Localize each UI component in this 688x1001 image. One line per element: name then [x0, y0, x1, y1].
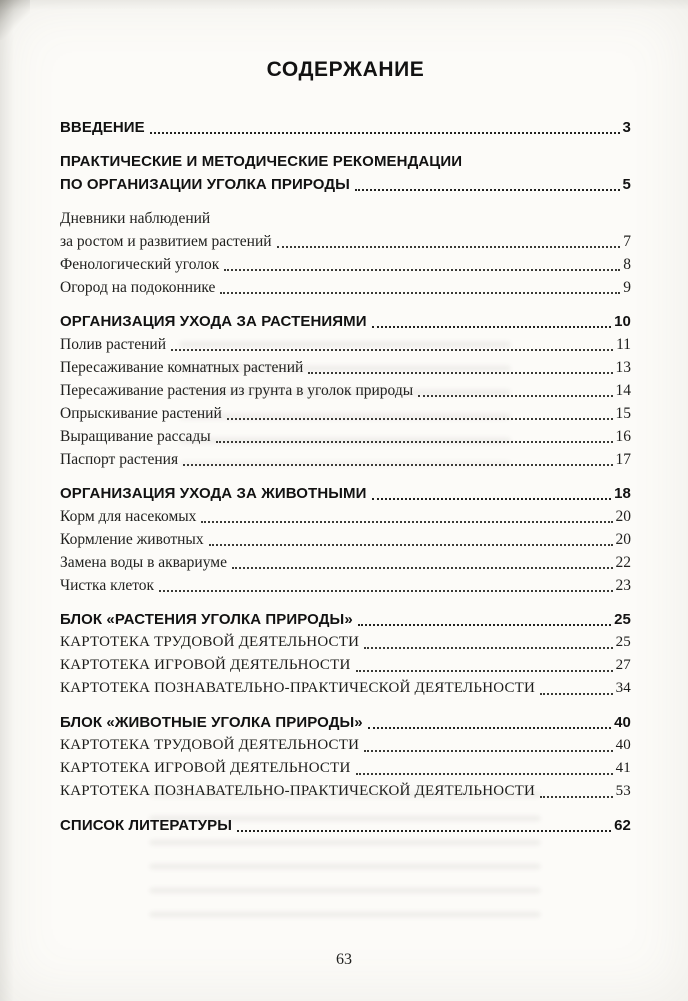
- toc-entry-label: БЛОК «ЖИВОТНЫЕ УГОЛКА ПРИРОДЫ»: [60, 714, 363, 731]
- toc-entry-row: [60, 528, 631, 551]
- dot-leader: [540, 693, 613, 695]
- toc-entry: [60, 448, 631, 471]
- toc-entry: [60, 333, 631, 356]
- dot-leader: [224, 269, 620, 271]
- toc-entry: [60, 780, 631, 803]
- toc-entry-label: КАРТОТЕКА ПОЗНАВАТЕЛЬНО-ПРАКТИЧЕСКОЙ ДЕЯТЕЛЬНОСТИ: [60, 680, 536, 696]
- toc-entry-row: [60, 356, 631, 379]
- toc-entry-page: 14: [615, 382, 631, 399]
- toc-entry-page: 25: [614, 611, 631, 628]
- toc-entry-page: 20: [615, 531, 631, 548]
- toc-entry-page: 62: [614, 817, 631, 834]
- toc-entry: [60, 654, 631, 677]
- toc-entry: [60, 711, 631, 734]
- folio-page-number: 63: [336, 951, 352, 968]
- dot-leader: [209, 544, 613, 546]
- toc-entry-page: 53: [615, 783, 631, 799]
- dot-leader: [355, 189, 620, 191]
- toc-entry-label: Огород на подоконнике: [60, 279, 216, 296]
- toc-entry-row: [60, 230, 631, 253]
- dot-leader: [150, 132, 620, 134]
- scan-edge-shadow: [0, 0, 14, 1001]
- toc-entry-page: 7: [623, 233, 631, 250]
- toc-entry-page: 34: [615, 680, 631, 696]
- toc-entry-label: СПИСОК ЛИТЕРАТУРЫ: [60, 817, 232, 834]
- toc-entry-label: Опрыскивание растений: [60, 405, 222, 422]
- toc-entry: [60, 574, 631, 597]
- toc-entry-label: Дневники наблюдений: [60, 210, 211, 227]
- toc-entry: [60, 528, 631, 551]
- dot-leader: [372, 498, 612, 500]
- toc-entry-page: 17: [615, 451, 631, 468]
- toc-entry-row: [60, 253, 631, 276]
- toc-entry: [60, 402, 631, 425]
- toc-entry-row: [60, 757, 631, 780]
- toc-entry-page: 10: [614, 313, 631, 330]
- toc-entry-label: Фенологический уголок: [60, 256, 220, 273]
- dot-leader: [364, 750, 612, 752]
- toc-entry-row: [60, 574, 631, 597]
- toc-entry: [60, 551, 631, 574]
- toc-entry-label: БЛОК «РАСТЕНИЯ УГОЛКА ПРИРОДЫ»: [60, 611, 353, 628]
- toc-entry-row: [60, 150, 631, 173]
- toc-entry-row: [60, 711, 631, 734]
- dot-leader: [356, 773, 613, 775]
- toc-entry-label: КАРТОТЕКА ИГРОВОЙ ДЕЯТЕЛЬНОСТИ: [60, 760, 351, 776]
- toc-entry-label: ПО ОРГАНИЗАЦИИ УГОЛКА ПРИРОДЫ: [60, 176, 350, 193]
- toc-entry-row: [60, 333, 631, 356]
- toc-entry: [60, 631, 631, 654]
- dot-leader: [159, 590, 612, 592]
- dot-leader: [220, 292, 620, 294]
- toc-entry-label: Пересаживание комнатных растений: [60, 359, 304, 376]
- dot-leader: [216, 441, 613, 443]
- toc-entry-label: Корм для насекомых: [60, 508, 197, 525]
- toc-entry: [60, 379, 631, 402]
- toc-entry-label: КАРТОТЕКА ПОЗНАВАТЕЛЬНО-ПРАКТИЧЕСКОЙ ДЕЯТЕЛЬНОСТИ: [60, 783, 536, 799]
- toc-entry-page: 22: [615, 554, 631, 571]
- dot-leader: [277, 246, 621, 248]
- toc-entry-row: [60, 677, 631, 700]
- dot-leader: [418, 395, 612, 397]
- toc-entry-row: [60, 402, 631, 425]
- scan-edge-shadow: [0, 0, 688, 10]
- toc-entry-row: [60, 551, 631, 574]
- toc-entry: [60, 310, 631, 333]
- toc-entry-page: 18: [614, 485, 631, 502]
- toc-entry-row: [60, 207, 631, 230]
- toc-entry-label: КАРТОТЕКА ТРУДОВОЙ ДЕЯТЕЛЬНОСТИ: [60, 737, 360, 753]
- toc-entry-label: Кормление животных: [60, 531, 204, 548]
- toc-entry: [60, 734, 631, 757]
- toc-entry-label: КАРТОТЕКА ТРУДОВОЙ ДЕЯТЕЛЬНОСТИ: [60, 634, 360, 650]
- toc-entry: [60, 356, 631, 379]
- toc-entry: [60, 757, 631, 780]
- toc-entry-row: [60, 780, 631, 803]
- toc-entry-page: 15: [615, 405, 631, 422]
- toc-entry-row: [60, 482, 631, 505]
- dot-leader: [237, 830, 611, 832]
- toc-entry-page: 11: [616, 336, 631, 353]
- toc-entry-page: 9: [623, 279, 631, 296]
- dot-leader: [364, 647, 612, 649]
- dot-leader: [201, 521, 612, 523]
- dot-leader: [358, 624, 611, 626]
- dot-leader: [183, 464, 612, 466]
- dot-leader: [308, 372, 612, 374]
- toc-entry-row: [60, 379, 631, 402]
- toc-entry-label: Паспорт растения: [60, 451, 179, 468]
- toc-entry-row: [60, 276, 631, 299]
- toc-entry: [60, 150, 631, 196]
- toc-entry-page: 3: [622, 119, 631, 136]
- toc-entry-page: 5: [622, 176, 631, 193]
- dot-leader: [540, 796, 613, 798]
- page-content: [60, 58, 631, 837]
- toc-entry-label: КАРТОТЕКА ИГРОВОЙ ДЕЯТЕЛЬНОСТИ: [60, 657, 351, 673]
- toc-entry: [60, 608, 631, 631]
- toc-entry-label: ПРАКТИЧЕСКИЕ И МЕТОДИЧЕСКИЕ РЕКОМЕНДАЦИИ: [60, 153, 463, 170]
- dot-leader: [356, 670, 613, 672]
- toc-entry-page: 13: [615, 359, 631, 376]
- toc-entry-page: 40: [615, 737, 631, 753]
- dot-leader: [171, 349, 613, 351]
- toc-entry-page: 8: [623, 256, 631, 273]
- toc-entry-label: ОРГАНИЗАЦИЯ УХОДА ЗА РАСТЕНИЯМИ: [60, 313, 367, 330]
- toc-entry-page: 25: [615, 634, 631, 650]
- toc-entry-row: [60, 425, 631, 448]
- toc-entry-row: [60, 654, 631, 677]
- dot-leader: [227, 418, 613, 420]
- toc-entry-page: 20: [615, 508, 631, 525]
- toc-entry-row: [60, 310, 631, 333]
- toc-entry-label: за ростом и развитием растений: [60, 233, 272, 250]
- toc-entry: [60, 814, 631, 837]
- toc-entry-row: [60, 505, 631, 528]
- toc-entry: [60, 207, 631, 253]
- toc-entry: [60, 425, 631, 448]
- toc-entry-label: Замена воды в аквариуме: [60, 554, 227, 571]
- toc-entry-row: [60, 116, 631, 139]
- toc-entry: [60, 253, 631, 276]
- toc-list: [60, 116, 631, 837]
- page-corner-fold-artifact: [0, 0, 30, 40]
- toc-entry-row: [60, 734, 631, 757]
- toc-entry: [60, 482, 631, 505]
- toc-entry: [60, 276, 631, 299]
- toc-entry: [60, 116, 631, 139]
- toc-entry-label: ОРГАНИЗАЦИЯ УХОДА ЗА ЖИВОТНЫМИ: [60, 485, 367, 502]
- toc-entry-row: [60, 173, 631, 196]
- toc-entry-label: Чистка клеток: [60, 577, 155, 594]
- toc-entry-page: 16: [615, 428, 631, 445]
- dot-leader: [372, 326, 611, 328]
- toc-entry-row: [60, 608, 631, 631]
- dot-leader: [232, 567, 613, 569]
- toc-entry-row: [60, 448, 631, 471]
- toc-entry-page: 27: [615, 657, 631, 673]
- toc-entry-page: 23: [615, 577, 631, 594]
- toc-entry-row: [60, 631, 631, 654]
- toc-entry-label: ВВЕДЕНИЕ: [60, 119, 145, 136]
- toc-entry-row: [60, 814, 631, 837]
- dot-leader: [368, 727, 611, 729]
- toc-entry-page: 41: [615, 760, 631, 776]
- toc-entry-label: Полив растений: [60, 336, 167, 353]
- page-title: СОДЕРЖАНИЕ: [266, 58, 425, 81]
- toc-entry: [60, 505, 631, 528]
- toc-entry: [60, 677, 631, 700]
- toc-entry-page: 40: [614, 714, 631, 731]
- toc-entry-label: Пересаживание растения из грунта в уголок природы: [60, 382, 414, 399]
- toc-entry-label: Выращивание рассады: [60, 428, 211, 445]
